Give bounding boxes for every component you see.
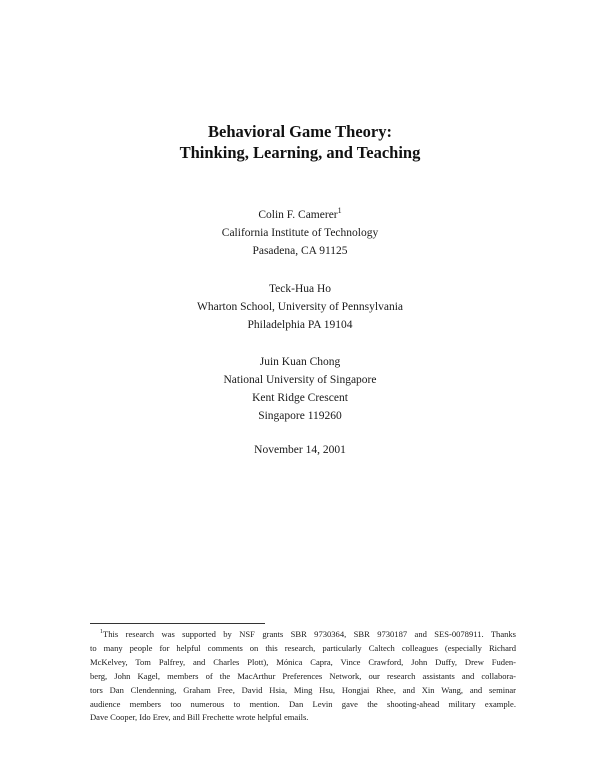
footnote-line: berg, John Kagel, members of the MacArthur Preferences Network, our research assistants and collabora- [90, 670, 516, 681]
author-block-ho [0, 280, 600, 334]
footnote-line: tors Dan Clendenning, Graham Free, David Hsia, Ming Hsu, Hongjai Rhee, and Xin Wang, and seminar [90, 684, 516, 695]
author-address: Pasadena, CA 91125 [252, 245, 348, 257]
author-affiliation: California Institute of Technology [221, 227, 379, 239]
footnote-line [90, 628, 516, 642]
title-line-2: Thinking, Learning, and Teaching [179, 143, 421, 162]
footnote-line-text: This research was supported by NSF grants SBR 9730364, SBR 9730187 and SES-0078911. Thanks [103, 629, 516, 639]
author-affiliation: Wharton School, University of Pennsylvania [196, 301, 403, 313]
author-address-2: Singapore 119260 [258, 410, 342, 422]
footnote-divider [90, 623, 265, 624]
author-affiliation: National University of Singapore [223, 374, 377, 386]
footnote-line: McKelvey, Tom Palfrey, and Charles Plott), Mónica Capra, Vince Crawford, John Duffy, Drew Fuden- [90, 656, 516, 667]
author-name-text: Colin F. Camerer [258, 209, 338, 221]
author-block-chong [0, 353, 600, 425]
footnote-mark: 1 [100, 629, 103, 636]
footnote-line: audience members too numerous to mention. Dan Levin gave the shooting-ahead military example. [90, 698, 516, 709]
author-block-camerer [0, 206, 600, 260]
paper-date: November 14, 2001 [254, 444, 346, 456]
footnote-line: to many people for helpful comments on this research, particularly Caltech colleagues (especially Richard [90, 642, 516, 653]
author-address: Kent Ridge Crescent [252, 392, 348, 404]
paper-title [0, 121, 600, 163]
footnote-marker: 1 [337, 206, 342, 216]
footnote [90, 628, 516, 725]
author-address: Philadelphia PA 19104 [247, 319, 353, 331]
author-name [0, 206, 600, 224]
footnote-line: Dave Cooper, Ido Erev, and Bill Frechette wrote helpful emails. [90, 712, 309, 723]
author-name: Juin Kuan Chong [259, 356, 341, 368]
author-name: Teck-Hua Ho [268, 283, 332, 295]
title-line-1: Behavioral Game Theory: [208, 122, 392, 141]
